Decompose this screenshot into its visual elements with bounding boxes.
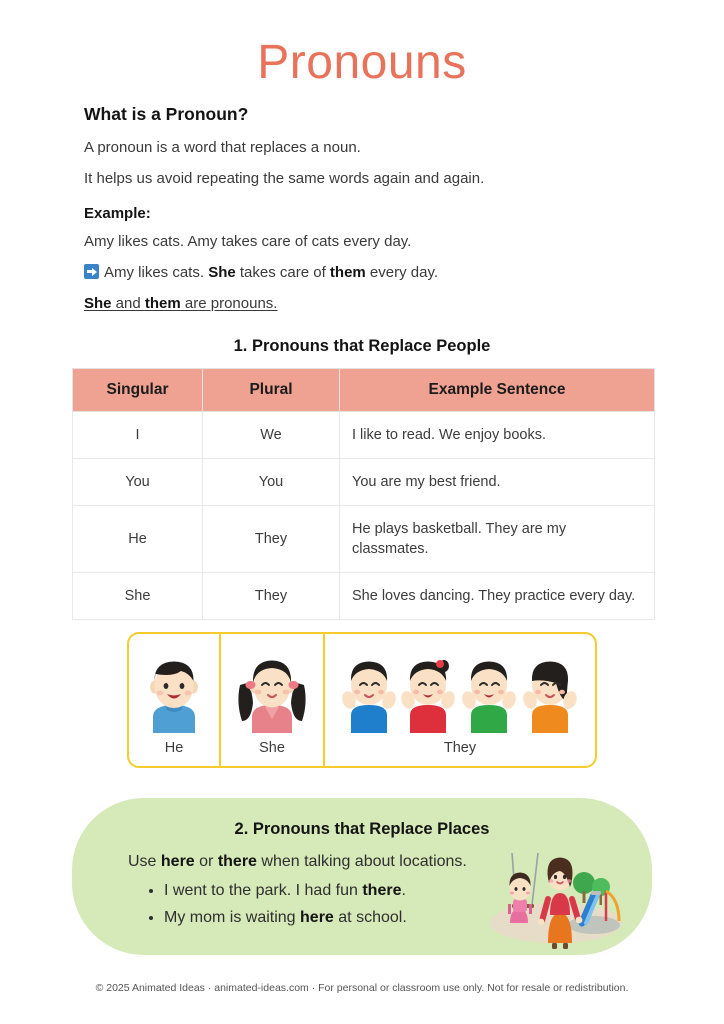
bullet-post: . <box>401 881 406 899</box>
example-bold-them: them <box>329 264 366 282</box>
illustration-cell-he <box>129 634 221 766</box>
illustration-label: She <box>259 739 285 756</box>
bullet-post: at school. <box>333 908 407 926</box>
summary-bold-them: them <box>144 294 181 312</box>
bullet-pre: I went to the park. I had fun <box>164 881 363 899</box>
table-row <box>73 458 655 505</box>
table-header-row <box>73 368 655 411</box>
cell-example: You are my best friend. <box>340 458 655 505</box>
illustration-cell-she <box>221 634 325 766</box>
example-label: Example: <box>84 204 151 222</box>
table-row <box>73 505 655 572</box>
column-header-plural: Plural <box>203 368 340 411</box>
cell-plural: You <box>203 458 340 505</box>
cell-singular: She <box>73 572 203 619</box>
section-1-heading: 1. Pronouns that Replace People <box>233 336 491 355</box>
intro-heading: What is a Pronoun? <box>84 104 249 125</box>
pronoun-summary-line <box>84 293 652 315</box>
cell-plural: They <box>203 572 340 619</box>
example-bold-she: She <box>208 264 236 282</box>
illustration-cell-they <box>325 634 595 766</box>
example-plain-sentence: Amy likes cats. Amy takes care of cats every day. <box>84 233 412 251</box>
section-2-heading: 2. Pronouns that Replace Places <box>234 819 490 838</box>
illustration-label: They <box>443 739 477 756</box>
column-header-singular: Singular <box>73 368 203 411</box>
summary-bold-she: She <box>84 294 112 312</box>
playground-illustration-icon <box>486 847 626 951</box>
cell-plural: They <box>203 505 340 572</box>
example-pronoun-sentence <box>84 262 652 284</box>
intro-line-1: A pronoun is a word that replaces a noun. <box>84 139 361 157</box>
right-arrow-emoji-icon <box>84 264 99 279</box>
cell-plural: We <box>203 411 340 458</box>
summary-mid: and <box>111 294 145 312</box>
cell-singular: You <box>73 458 203 505</box>
table-row <box>73 572 655 619</box>
column-header-example: Example Sentence <box>340 368 655 411</box>
cell-singular: He <box>73 505 203 572</box>
four-children-illustration-icon <box>335 655 585 733</box>
cell-singular: I <box>73 411 203 458</box>
intro-line-2: It helps us avoid repeating the same words again and again. <box>84 170 485 188</box>
pronoun-illustration-box <box>127 632 597 768</box>
summary-post: are pronouns. <box>180 294 278 312</box>
pronoun-table <box>72 368 655 620</box>
intro-section <box>0 88 724 314</box>
lead-post: when talking about locations. <box>256 852 467 870</box>
cell-example: She loves dancing. They practice every day. <box>340 572 655 619</box>
places-pronouns-panel <box>72 798 652 955</box>
lead-bold-there: there <box>217 852 257 870</box>
lead-mid: or <box>194 852 218 870</box>
bullet-bold: here <box>300 908 334 926</box>
illustration-label: He <box>164 739 184 756</box>
pronoun-table-body <box>73 411 655 619</box>
lead-pre: Use <box>128 852 161 870</box>
lead-bold-here: here <box>160 852 195 870</box>
bullet-bold: there <box>362 881 402 899</box>
boy-face-illustration-icon <box>143 655 205 733</box>
bullet-pre: My mom is waiting <box>164 908 301 926</box>
table-row <box>73 411 655 458</box>
pronoun-table-wrapper <box>0 368 724 620</box>
footer-copyright: © 2025 Animated Ideas · animated-ideas.com · For personal or classroom use only. Not for resale or redistribution. <box>95 982 629 994</box>
page-title: Pronouns <box>257 36 467 89</box>
cell-example: I like to read. We enjoy books. <box>340 411 655 458</box>
example-arrow-pre: Amy likes cats. <box>104 264 209 282</box>
example-arrow-post: every day. <box>365 264 439 282</box>
example-arrow-mid: takes care of <box>235 264 330 282</box>
cell-example: He plays basketball. They are my classmates. <box>340 505 655 572</box>
girl-face-illustration-icon <box>232 655 312 733</box>
